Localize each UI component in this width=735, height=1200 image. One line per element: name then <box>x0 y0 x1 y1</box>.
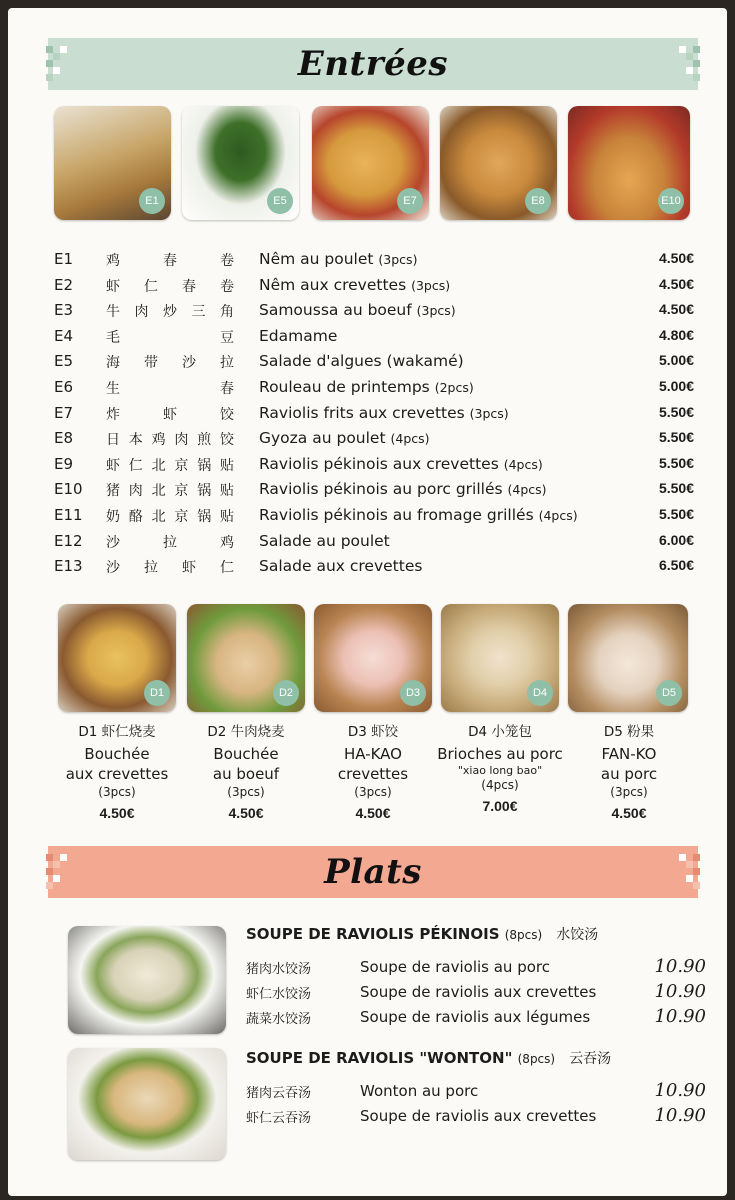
item-code: E4 <box>54 326 74 345</box>
dimsum-pieces: (3pcs) <box>354 785 392 799</box>
pixel-ornament-left <box>42 38 82 90</box>
item-name-text: Raviolis pékinois au porc grillés <box>259 480 503 499</box>
dimsum-subtitle: "xiao long bao" <box>457 764 543 777</box>
item-code: E11 <box>54 506 83 524</box>
item-french-name <box>259 250 417 268</box>
dimsum-item <box>310 720 436 821</box>
item-french-name <box>259 327 337 345</box>
item-code: E6 <box>54 378 74 396</box>
chinese-char: 酪 <box>128 509 143 525</box>
entree-row <box>54 455 694 479</box>
dimsum-chinese-name: 粉果 <box>627 724 655 740</box>
chinese-char: 肉 <box>128 483 143 500</box>
item-name-text: Samoussa au boeuf <box>259 301 412 320</box>
item-chinese-name <box>106 506 234 526</box>
photo-badge: D2 <box>273 680 299 706</box>
section-chinese-name: 水饺汤 <box>556 927 599 943</box>
item-code: E9 <box>54 454 74 473</box>
photo-d4 <box>441 604 559 712</box>
chinese-char: 春 <box>163 253 177 269</box>
dimsum-name-line1: Bouchée <box>84 745 150 763</box>
dimsum-price: 4.50€ <box>228 805 264 821</box>
dimsum-pieces: (3pcs) <box>610 785 648 799</box>
entree-row <box>54 352 694 376</box>
item-french-name <box>259 352 464 370</box>
chinese-char: 沙 <box>182 355 196 372</box>
dimsum-name-line1: FAN-KO <box>601 745 657 763</box>
plat-row <box>246 1082 706 1106</box>
entree-row <box>54 327 694 351</box>
dimsum-header <box>54 720 180 740</box>
item-name-text: Raviolis frits aux crevettes <box>259 403 465 422</box>
photo-d1 <box>58 604 176 712</box>
plat-chinese-name: 蔬菜水饺汤 <box>246 1012 312 1027</box>
dimsum-header <box>310 720 436 740</box>
chinese-char: 京 <box>174 509 189 525</box>
dimsum-header <box>437 720 563 740</box>
plats-section-title <box>246 924 598 944</box>
chinese-char: 牛 <box>106 304 120 321</box>
chinese-char: 仁 <box>144 278 158 295</box>
item-price: 5.50€ <box>658 480 694 497</box>
item-chinese-name <box>106 404 234 424</box>
dimsum-header <box>183 720 309 740</box>
item-french-name <box>259 276 450 294</box>
item-name-text: Nêm aux crevettes <box>259 275 407 294</box>
plat-row <box>246 1008 706 1032</box>
chinese-char: 日 <box>106 432 120 449</box>
chinese-char: 北 <box>151 457 166 474</box>
item-price: 5.50€ <box>658 429 694 446</box>
item-pieces: (4pcs) <box>507 482 547 498</box>
entree-row <box>54 557 694 581</box>
plat-row <box>246 1107 706 1131</box>
chinese-char: 仁 <box>220 560 234 577</box>
item-french-name <box>259 557 422 575</box>
item-name-text: Rouleau de printemps <box>259 378 430 396</box>
plat-french-name: Soupe de raviolis aux crevettes <box>360 1107 597 1125</box>
dimsum-chinese-name: 小笼包 <box>491 724 532 740</box>
chinese-char: 拉 <box>220 355 234 372</box>
photo-e10 <box>568 106 690 220</box>
dimsum-name <box>437 744 563 764</box>
dimsum-item <box>183 720 309 821</box>
item-french-name <box>259 429 430 447</box>
photo-e8 <box>440 106 557 220</box>
chinese-char: 北 <box>151 483 166 500</box>
dimsum-header <box>566 720 692 740</box>
item-name-text: Gyoza au poulet <box>259 429 386 448</box>
item-code: E3 <box>54 301 74 320</box>
chinese-char: 贴 <box>219 509 234 525</box>
item-code: E1 <box>54 250 74 268</box>
photo-badge: D4 <box>527 680 553 706</box>
dimsum-name-line1: HA-KAO <box>343 745 402 763</box>
item-price: 4.80€ <box>658 326 694 343</box>
plat-row <box>246 958 706 982</box>
item-code: E5 <box>54 352 74 371</box>
chinese-char: 卷 <box>220 253 234 269</box>
photo-e5 <box>182 106 299 220</box>
menu-page <box>8 8 727 1196</box>
entrees-banner <box>48 38 698 90</box>
plat-price: 10.90 <box>654 1080 706 1101</box>
dimsum-price: 4.50€ <box>99 805 135 821</box>
entree-row <box>54 532 694 556</box>
item-pieces: (3pcs) <box>411 277 451 293</box>
chinese-char: 仁 <box>128 457 143 474</box>
chinese-char: 奶 <box>106 509 120 525</box>
entree-row <box>54 429 694 453</box>
dimsum-item <box>54 720 180 821</box>
chinese-char: 京 <box>174 483 189 500</box>
plat-french-name: Soupe de raviolis aux crevettes <box>360 983 597 1001</box>
chinese-char: 虾 <box>106 278 120 295</box>
dimsum-name <box>566 744 692 784</box>
chinese-char: 锅 <box>197 509 212 525</box>
entree-row <box>54 301 694 325</box>
plat-chinese-name: 猪肉水饺汤 <box>246 962 312 977</box>
chinese-char: 饺 <box>220 406 234 423</box>
section-pieces: (8pcs) <box>504 928 543 942</box>
plats-section-title <box>246 1048 611 1068</box>
chinese-char: 猪 <box>106 483 120 500</box>
dimsum-chinese-name: 牛肉烧麦 <box>230 724 285 740</box>
dimsum-price: 4.50€ <box>355 805 391 821</box>
dimsum-item <box>566 720 692 821</box>
chinese-char: 虾 <box>106 457 120 474</box>
chinese-char: 肉 <box>134 304 149 321</box>
chinese-char: 贴 <box>219 483 234 500</box>
item-chinese-name <box>106 378 234 398</box>
plat-chinese-name: 虾仁云吞汤 <box>246 1111 312 1126</box>
chinese-char: 锅 <box>197 457 212 474</box>
item-chinese-name <box>106 301 234 321</box>
chinese-char: 拉 <box>163 534 177 551</box>
entree-row <box>54 404 694 428</box>
chinese-char: 炒 <box>163 304 177 321</box>
plat-chinese-name: 猪肉云吞汤 <box>246 1086 312 1101</box>
item-price: 6.50€ <box>658 557 694 574</box>
item-name-text: Salade aux crevettes <box>259 557 423 576</box>
dimsum-pieces: (3pcs) <box>98 785 136 799</box>
pixel-ornament-right <box>664 38 704 90</box>
photo-badge: D5 <box>656 680 682 706</box>
dimsum-code: D2 <box>207 724 227 740</box>
plats-banner <box>48 846 698 898</box>
dimsum-name-line1: Bouchée <box>213 745 279 763</box>
dimsum-code: D3 <box>347 724 367 740</box>
item-price: 5.50€ <box>658 506 694 522</box>
section-pieces: (8pcs) <box>517 1052 556 1066</box>
item-french-name <box>259 480 547 498</box>
chinese-char: 肉 <box>174 432 189 449</box>
item-chinese-name <box>106 455 234 475</box>
plat-french-name: Soupe de raviolis au porc <box>360 958 550 976</box>
dimsum-code: D1 <box>78 724 98 740</box>
photo-d5 <box>568 604 688 712</box>
item-name-text: Raviolis pékinois au fromage grillés <box>259 506 534 524</box>
item-french-name <box>259 455 543 473</box>
item-pieces: (3pcs) <box>469 405 509 421</box>
chinese-char: 煎 <box>197 432 212 449</box>
photo-badge: D1 <box>144 680 170 706</box>
plat-price: 10.90 <box>654 981 706 1002</box>
item-code: E8 <box>54 429 74 448</box>
dimsum-price: 4.50€ <box>611 805 647 821</box>
item-chinese-name <box>106 532 234 552</box>
item-price: 5.50€ <box>658 403 694 420</box>
dimsum-chinese-name: 虾仁烧麦 <box>101 724 156 740</box>
photo-e1 <box>54 106 171 220</box>
item-pieces: (3pcs) <box>416 303 456 319</box>
entrees-title: Entrées <box>297 44 449 84</box>
item-name-text: Raviolis pékinois aux crevettes <box>259 454 499 473</box>
photo-soupe-pekinois <box>68 926 226 1034</box>
item-code: E12 <box>54 531 83 550</box>
item-french-name <box>259 532 390 550</box>
chinese-char: 虾 <box>163 406 177 423</box>
item-french-name <box>259 301 456 319</box>
entree-row <box>54 250 694 274</box>
plat-price: 10.90 <box>654 1105 706 1126</box>
chinese-char: 鸡 <box>106 253 120 269</box>
item-pieces: (4pcs) <box>538 508 578 523</box>
item-chinese-name <box>106 276 234 296</box>
dimsum-price: 7.00€ <box>482 798 518 814</box>
photo-soupe-wonton <box>68 1048 226 1160</box>
section-title-text: SOUPE DE RAVIOLIS PÉKINOIS <box>246 925 500 943</box>
chinese-char: 生 <box>106 381 120 397</box>
plat-price: 10.90 <box>654 956 706 977</box>
dimsum-name-line2: aux crevettes <box>65 765 169 783</box>
item-code: E2 <box>54 275 74 294</box>
dimsum-chinese-name: 虾饺 <box>371 724 399 740</box>
photo-badge: E1 <box>139 188 165 214</box>
chinese-char: 拉 <box>144 560 158 577</box>
plat-french-name: Wonton au porc <box>360 1082 479 1100</box>
item-chinese-name <box>106 557 234 577</box>
item-name-text: Salade d'algues (wakamé) <box>259 352 464 371</box>
entree-row <box>54 378 694 402</box>
chinese-char: 豆 <box>220 329 234 346</box>
plat-chinese-name: 虾仁水饺汤 <box>246 987 312 1002</box>
item-code: E7 <box>54 403 74 422</box>
dimsum-name-line2: crevettes <box>337 765 409 783</box>
chinese-char: 本 <box>128 432 143 449</box>
dimsum-name-line2: au boeuf <box>212 765 280 783</box>
item-pieces: (4pcs) <box>390 431 430 447</box>
pixel-ornament-left <box>42 846 82 898</box>
chinese-char: 春 <box>220 381 234 397</box>
chinese-char: 沙 <box>106 560 120 577</box>
dimsum-name-line2: au porc <box>600 765 658 783</box>
item-code: E13 <box>54 557 83 576</box>
item-price: 5.00€ <box>658 378 694 394</box>
item-pieces: (3pcs) <box>378 252 418 267</box>
item-price: 4.50€ <box>658 301 694 318</box>
chinese-char: 虾 <box>182 560 196 577</box>
photo-badge: D3 <box>400 680 426 706</box>
chinese-char: 贴 <box>219 457 234 474</box>
plats-title: Plats <box>324 852 422 892</box>
photo-badge: E5 <box>267 188 293 214</box>
item-name-text: Edamame <box>259 326 338 345</box>
item-price: 6.00€ <box>658 531 694 548</box>
photo-badge: E8 <box>525 188 551 214</box>
dimsum-code: D4 <box>468 724 488 740</box>
dimsum-pieces: (3pcs) <box>227 785 265 799</box>
chinese-char: 鸡 <box>220 534 234 551</box>
item-pieces: (4pcs) <box>503 456 543 472</box>
dimsum-code: D5 <box>603 724 623 740</box>
chinese-char: 海 <box>106 355 120 372</box>
item-chinese-name <box>106 327 234 347</box>
dimsum-name <box>183 744 309 784</box>
entree-row <box>54 276 694 300</box>
item-price: 5.50€ <box>658 454 694 471</box>
chinese-char: 带 <box>144 355 158 372</box>
photo-badge: E10 <box>658 188 684 214</box>
item-price: 4.50€ <box>658 250 694 266</box>
chinese-char: 饺 <box>219 432 234 449</box>
chinese-char: 三 <box>191 304 206 321</box>
chinese-char: 沙 <box>106 534 120 551</box>
item-price: 4.50€ <box>658 275 694 292</box>
item-name-text: Nêm au poulet <box>259 250 374 268</box>
item-name-text: Salade au poulet <box>259 531 390 550</box>
plat-french-name: Soupe de raviolis aux légumes <box>360 1008 591 1026</box>
photo-d3 <box>314 604 432 712</box>
item-chinese-name <box>106 480 234 500</box>
item-french-name <box>259 404 509 422</box>
item-chinese-name <box>106 429 234 449</box>
item-chinese-name <box>106 250 234 270</box>
chinese-char: 卷 <box>220 278 234 295</box>
plat-price: 10.90 <box>654 1006 706 1027</box>
entree-row <box>54 506 694 530</box>
dimsum-pieces: (4pcs) <box>481 778 519 792</box>
item-chinese-name <box>106 352 234 372</box>
dimsum-name <box>54 744 180 784</box>
plat-row <box>246 983 706 1007</box>
chinese-char: 角 <box>220 304 234 321</box>
section-chinese-name: 云吞汤 <box>569 1051 612 1067</box>
item-code: E10 <box>54 480 83 499</box>
photo-badge: E7 <box>397 188 423 214</box>
chinese-char: 春 <box>182 278 196 295</box>
chinese-char: 北 <box>151 509 166 525</box>
pixel-ornament-right <box>664 846 704 898</box>
photo-e7 <box>312 106 429 220</box>
item-price: 5.00€ <box>658 352 694 369</box>
item-french-name <box>259 506 578 524</box>
photo-d2 <box>187 604 305 712</box>
dimsum-name <box>310 744 436 784</box>
chinese-char: 鸡 <box>151 432 166 449</box>
dimsum-name-line1: Brioches au porc <box>437 745 563 763</box>
section-title-text: SOUPE DE RAVIOLIS "WONTON" <box>246 1049 513 1067</box>
item-pieces: (2pcs) <box>434 380 474 395</box>
dimsum-item <box>437 720 563 814</box>
chinese-char: 炸 <box>106 406 120 423</box>
chinese-char: 锅 <box>197 483 212 500</box>
entree-row <box>54 480 694 504</box>
item-french-name <box>259 378 474 396</box>
chinese-char: 京 <box>174 457 189 474</box>
chinese-char: 毛 <box>106 329 120 346</box>
